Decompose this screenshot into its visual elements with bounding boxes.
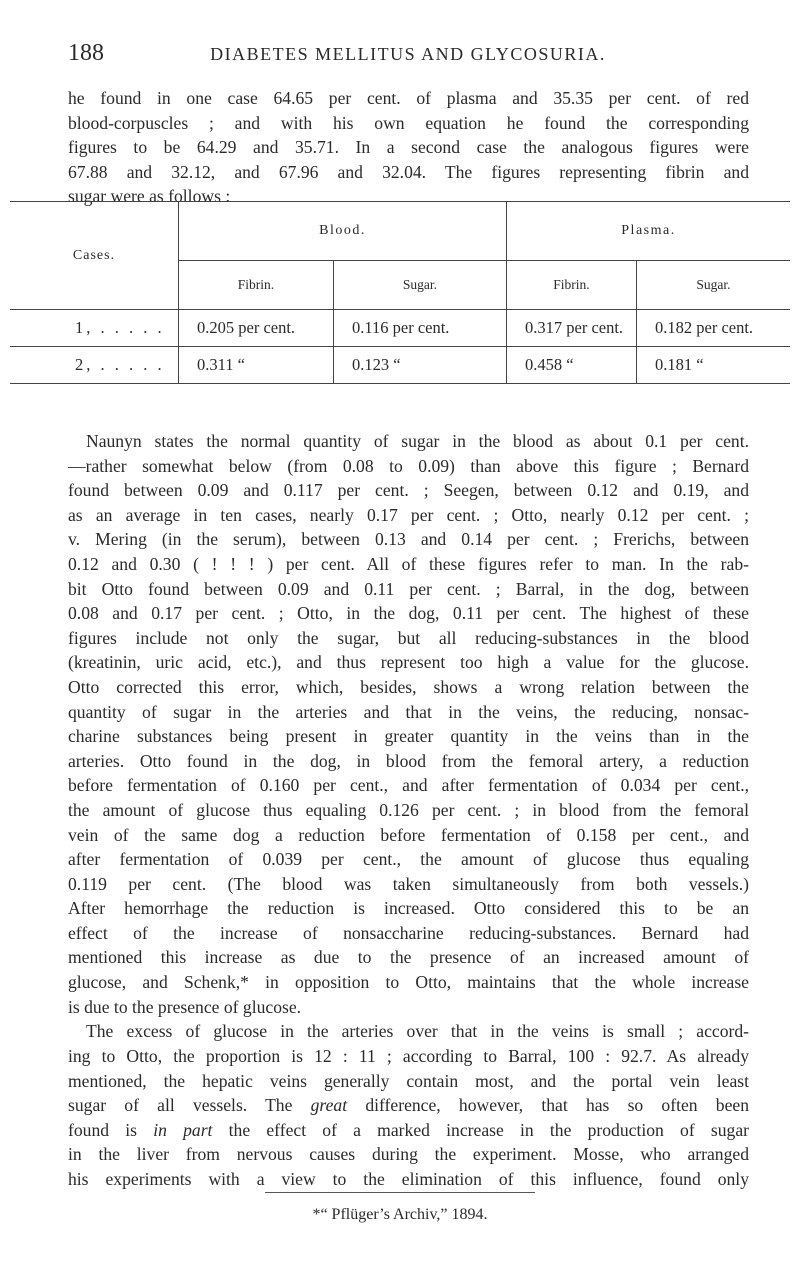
blood-header: Blood. <box>179 202 507 261</box>
text-line: vein of the same dog a reduction before fermentation of 0.158 per cent., and <box>68 824 749 845</box>
text-line: effect of the increase of nonsaccharine reducing-substances. Bernard had <box>68 922 749 943</box>
text-line: bit Otto found between 0.09 and 0.11 per cent. ; Barral, in the dog, between <box>68 578 749 599</box>
text-line: charine substances being present in greater quantity in the veins than in the <box>68 726 749 747</box>
plasma-fibrin-header: Fibrin. <box>507 261 637 310</box>
text-line: figures to be 64.29 and 35.71. In a second case the analogous figures were <box>68 137 749 158</box>
plasma-sugar-value: 0.181 “ <box>637 347 791 384</box>
running-head: DIABETES MELLITUS AND GLYCOSURIA. <box>210 44 606 64</box>
text-line: 0.08 and 0.17 per cent. ; Otto, in the dog, 0.11 per cent. The highest of these <box>68 603 749 624</box>
blood-sugar-header: Sugar. <box>334 261 507 310</box>
plasma-sugar-value: 0.182 per cent. <box>637 310 791 347</box>
text-line: before fermentation of 0.160 per cent., and after fermentation of 0.034 per cent., <box>68 775 749 796</box>
blood-sugar-value: 0.123 “ <box>334 347 507 384</box>
text-line: ing to Otto, the proportion is 12 : 11 ; according to Barral, 100 : 92.7. As already <box>68 1045 749 1066</box>
intro-paragraph <box>68 86 749 209</box>
text-line: After hemorrhage the reduction is increased. Otto considered this to be an <box>68 898 749 919</box>
text-line: found is in part the effect of a marked increase in the production of sugar <box>68 1119 750 1140</box>
text-line: in the liver from nervous causes during the experiment. Mosse, who arranged <box>68 1144 749 1165</box>
text-line: 0.119 per cent. (The blood was taken simultaneously from both vessels.) <box>68 873 749 894</box>
text-line: he found in one case 64.65 per cent. of plasma and 35.35 per cent. of red <box>68 88 749 108</box>
text-line: Otto corrected this error, which, besides, shows a wrong relation between the <box>68 676 749 697</box>
blood-fibrin-value: 0.205 per cent. <box>179 310 334 347</box>
text-line: v. Mering (in the serum), between 0.13 and 0.14 per cent. ; Frerichs, between <box>68 529 749 550</box>
table-row <box>10 347 790 384</box>
text-line: figures include not only the sugar, but all reducing-substances in the blood <box>68 627 749 648</box>
text-line: as an average in ten cases, nearly 0.17 per cent. ; Otto, nearly 0.12 per cent. ; <box>68 504 749 525</box>
text-line: Naunyn states the normal quantity of sugar in the blood as about 0.1 per cent. <box>86 431 749 451</box>
text-line: after fermentation of 0.039 per cent., the amount of glucose thus equaling <box>68 849 749 870</box>
plasma-fibrin-value: 0.458 “ <box>507 347 637 384</box>
plasma-sugar-header: Sugar. <box>637 261 791 310</box>
text-line: mentioned, the hepatic veins generally contain most, and the portal vein least <box>68 1070 749 1091</box>
text-line: his experiments with a view to the elimination of this influence, found only <box>68 1168 749 1189</box>
blood-fibrin-header: Fibrin. <box>179 261 334 310</box>
table-group-header-row <box>10 202 790 261</box>
text-line: arteries. Otto found in the dog, in blood from the femoral artery, a reduction <box>68 750 749 771</box>
text-line: is due to the presence of glucose. <box>68 996 302 1017</box>
footnote-rule <box>265 1192 535 1193</box>
case-label: 1, . . . . . <box>75 318 165 337</box>
cases-header: Cases. <box>72 247 116 263</box>
excess-glucose-paragraph <box>68 1019 749 1191</box>
fibrin-sugar-table <box>10 201 790 384</box>
text-line: (kreatinin, uric acid, etc.), and thus represent too high a value for the glucose. <box>68 652 749 673</box>
text-line: glucose, and Schenk,* in opposition to Otto, maintains that the whole increase <box>68 972 749 993</box>
plasma-header: Plasma. <box>507 202 791 261</box>
text-line: blood-corpuscles ; and with his own equation he found the corresponding <box>68 112 749 133</box>
text-line: sugar were as follows : <box>68 186 231 207</box>
text-line: mentioned this increase as due to the presence of an increased amount of <box>68 947 749 968</box>
case-label: 2, . . . . . <box>75 355 165 374</box>
text-line: —rather somewhat below (from 0.08 to 0.09) than above this figure ; Bernard <box>68 455 749 476</box>
text-line: 0.12 and 0.30 ( ! ! ! ) per cent. All of these figures refer to man. In the rab- <box>68 553 749 574</box>
text-line: found between 0.09 and 0.117 per cent. ; Seegen, between 0.12 and 0.19, and <box>68 480 749 501</box>
body-paragraph <box>68 429 749 1019</box>
table-row <box>10 310 790 347</box>
text-line: quantity of sugar in the arteries and that in the veins, the reducing, nonsac- <box>68 701 749 722</box>
blood-sugar-value: 0.116 per cent. <box>334 310 507 347</box>
page-number: 188 <box>68 40 104 66</box>
page-header <box>68 40 748 70</box>
footnote: *“ Pflüger’s Archiv,” 1894. <box>312 1206 488 1223</box>
text-line: 67.88 and 32.12, and 67.96 and 32.04. The figures representing fibrin and <box>68 161 749 182</box>
text-line: sugar of all vessels. The great difference, however, that has so often been <box>68 1095 749 1116</box>
text-line: the amount of glucose thus equaling 0.126 per cent. ; in blood from the femoral <box>68 799 749 820</box>
text-line: The excess of glucose in the arteries over that in the veins is small ; accord- <box>86 1021 749 1042</box>
plasma-fibrin-value: 0.317 per cent. <box>507 310 637 347</box>
blood-fibrin-value: 0.311 “ <box>179 347 334 384</box>
